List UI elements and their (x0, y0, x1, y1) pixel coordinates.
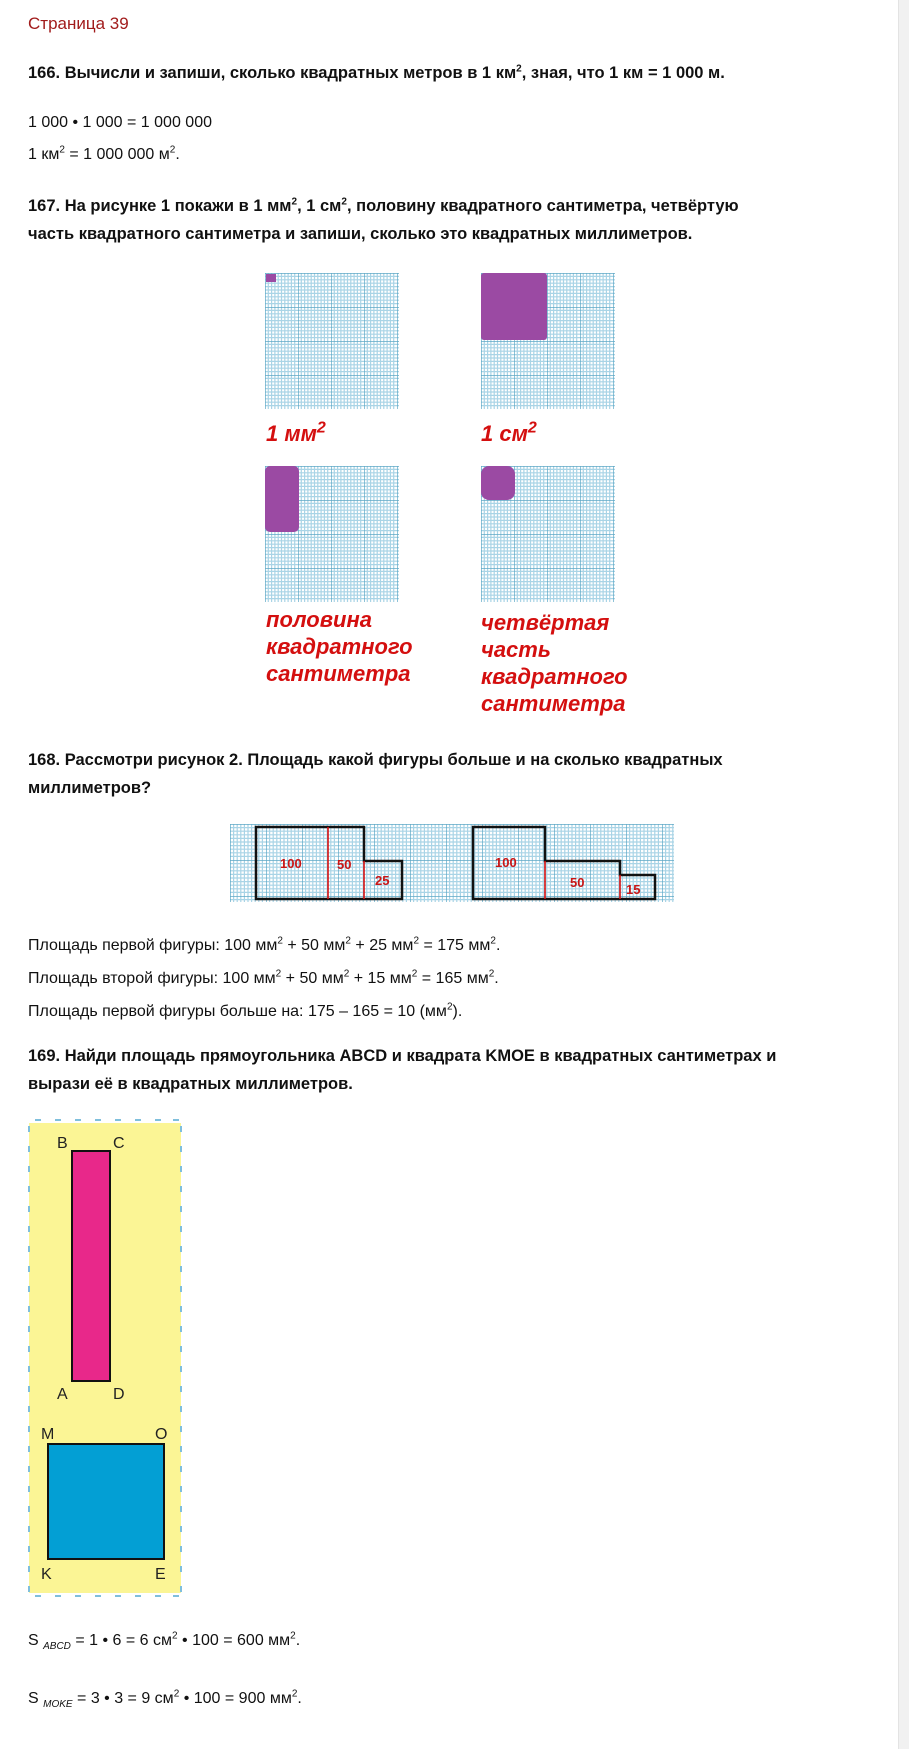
task-168-line-2: Площадь второй фигуры: 100 $мм^2 + 50$ $мм^2 + 15$ $мм^2 = 165$ $мм^2$. (28, 968, 499, 987)
point-d: D (113, 1386, 125, 1403)
point-b: B (57, 1135, 68, 1152)
task-166-line-2: 1 $км^2 = 1$ 000 000 $м^2$. (28, 144, 180, 163)
task-166-line-1: 1 000 • 1 000 = 1 000 000 (28, 114, 212, 131)
task-166-title: 166. Вычисли и запиши, сколько квадратных метров в 1 $км^2$, зная, что 1 км = 1 000 м. (28, 63, 725, 82)
grid-quarter-cm2 (481, 466, 615, 602)
rectangle-abcd (72, 1151, 110, 1381)
grid-half-cm2 (265, 466, 399, 602)
fig1-label-100: 100 (280, 856, 302, 871)
fig1-label-25: 25 (375, 873, 390, 888)
label-half-cm2: половина квадратного сантиметра (266, 607, 413, 686)
fig1-label-50: 50 (337, 857, 352, 872)
task-169-title: 169. Найди площадь прямоугольника ABCD и квадрата KMOE в квадратных сантиметрах и вырази её в квадратных миллиметров. (28, 1047, 777, 1093)
area-moke-line: S $_{MOKE}$ = 3 • 3 = 9 $см^2$ • 100 = 900 $мм^2$. (28, 1688, 302, 1711)
point-e: E (155, 1566, 166, 1583)
fig2-label-50: 50 (570, 875, 585, 890)
point-m: M (41, 1426, 55, 1443)
figure-2-grid (230, 824, 674, 902)
task-168-line-1: Площадь первой фигуры: 100 $мм^2 + 50$ $мм^2 + 25$ $мм^2 = 175$ $мм^2$. (28, 935, 501, 954)
fig2-label-15: 15 (626, 882, 641, 897)
task-168-title: 168. Рассмотри рисунок 2. Площадь какой фигуры больше и на сколько квадратных миллиметров? (28, 751, 723, 797)
grid-1cm2 (481, 273, 615, 409)
scrollbar-track[interactable] (898, 0, 909, 1749)
area-abcd-line: S $_{ABCD}$ = 1 • 6 = 6 $см^2$ • 100 = 600 $мм^2$. (28, 1630, 301, 1653)
point-k: K (41, 1566, 52, 1583)
point-o: O (155, 1426, 168, 1443)
highlight-half-cm2 (265, 466, 299, 532)
highlight-1cm2 (481, 273, 547, 340)
page-title: Страница 39 (28, 14, 129, 33)
point-c: C (113, 1135, 125, 1152)
highlight-1mm2 (266, 274, 276, 282)
square-moke (48, 1444, 164, 1559)
figure-abcd-moke (27, 1118, 185, 1598)
highlight-quarter-cm2 (481, 466, 515, 500)
task-168-line-3: Площадь первой фигуры больше на: 175 – 165 = 10 $(мм^2)$. (28, 1001, 463, 1020)
point-a: A (57, 1386, 68, 1403)
fig2-label-100: 100 (495, 855, 517, 870)
label-quarter-cm2: четвёртая часть квадратного сантиметра (481, 610, 628, 716)
task-167-title: 167. На рисунке 1 покажи в 1 $мм^2$, 1 $см^2$, половину квадратного сантиметра, четвёртую часть квадратного сантиметра и запиши, сколько это квадратных миллиметров. (28, 196, 739, 243)
grid-1mm2 (265, 273, 399, 409)
label-1mm2: 1 $мм^2$ (266, 419, 326, 446)
label-1cm2: 1 $см^2$ (481, 419, 537, 446)
